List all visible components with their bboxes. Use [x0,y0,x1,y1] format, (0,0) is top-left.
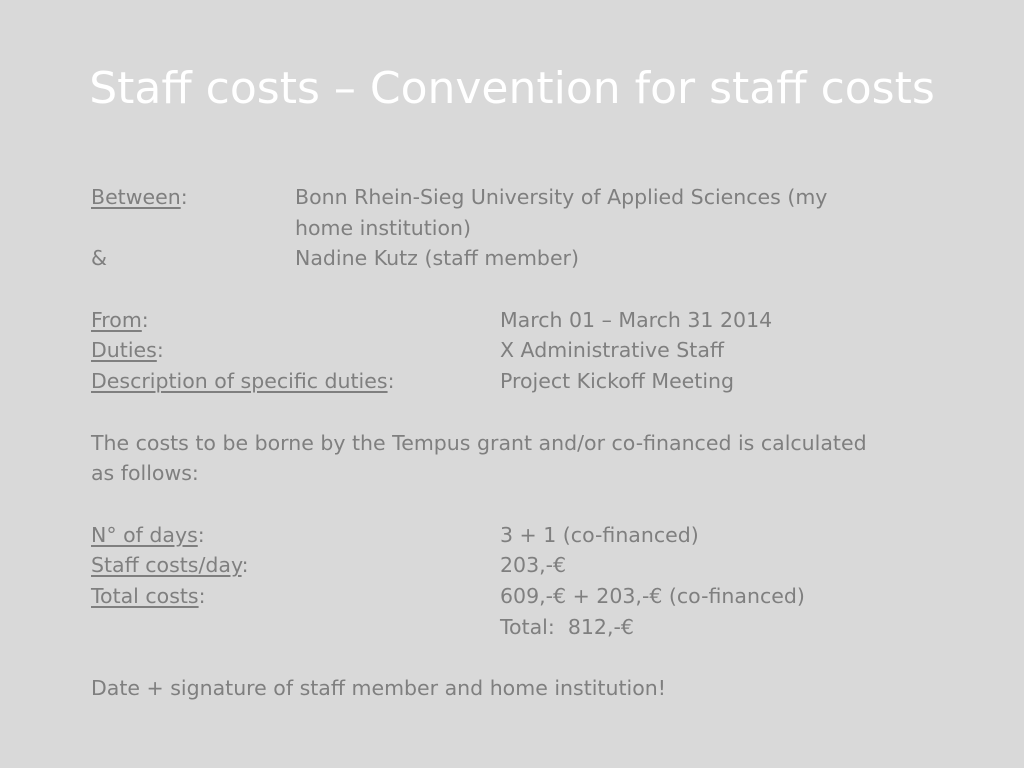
from-value: March 01 – March 31 2014 [500,307,773,332]
spacer [91,397,911,428]
slide-title: Staff costs – Convention for staff costs [89,63,935,114]
footer-note: Date + signature of staff member and home institution! [91,676,666,701]
duties-label: Duties: [91,338,164,363]
total-costs-label: Total costs: [91,584,206,609]
description-value: Project Kickoff Meeting [500,369,735,394]
grand-total-value: Total: 812,-€ [500,614,634,639]
days-value: 3 + 1 (co-financed) [500,522,699,547]
from-label: From: [91,307,149,332]
and-row [91,243,911,274]
days-label: N° of days: [91,522,205,547]
spacer [91,274,911,305]
duties-row [91,335,911,366]
between-label: Between: [91,185,188,209]
per-day-row [91,550,911,581]
per-day-value: 203,-€ [500,553,567,578]
total-costs-value: 609,-€ + 203,-€ (co-financed) [500,584,805,609]
days-row [91,520,911,551]
spacer [91,642,911,673]
from-row [91,305,911,336]
and-value: Nadine Kutz (staff member) [295,246,579,271]
description-label: Description of specific duties: [91,369,395,394]
total-costs-row [91,581,911,612]
grand-total-row [91,612,911,643]
cost-note: The costs to be borne by the Tempus grant and/or co-financed is calculated as follows: [91,430,867,486]
duties-value: X Administrative Staff [500,338,725,363]
spacer [91,489,911,520]
per-day-label: Staff costs/day: [91,553,249,578]
between-value: Bonn Rhein-Sieg University of Applied Sciences (my home institution) [295,185,828,240]
slide-body [91,182,911,704]
description-row [91,366,911,397]
and-label: & [91,246,107,271]
between-row [91,182,911,243]
